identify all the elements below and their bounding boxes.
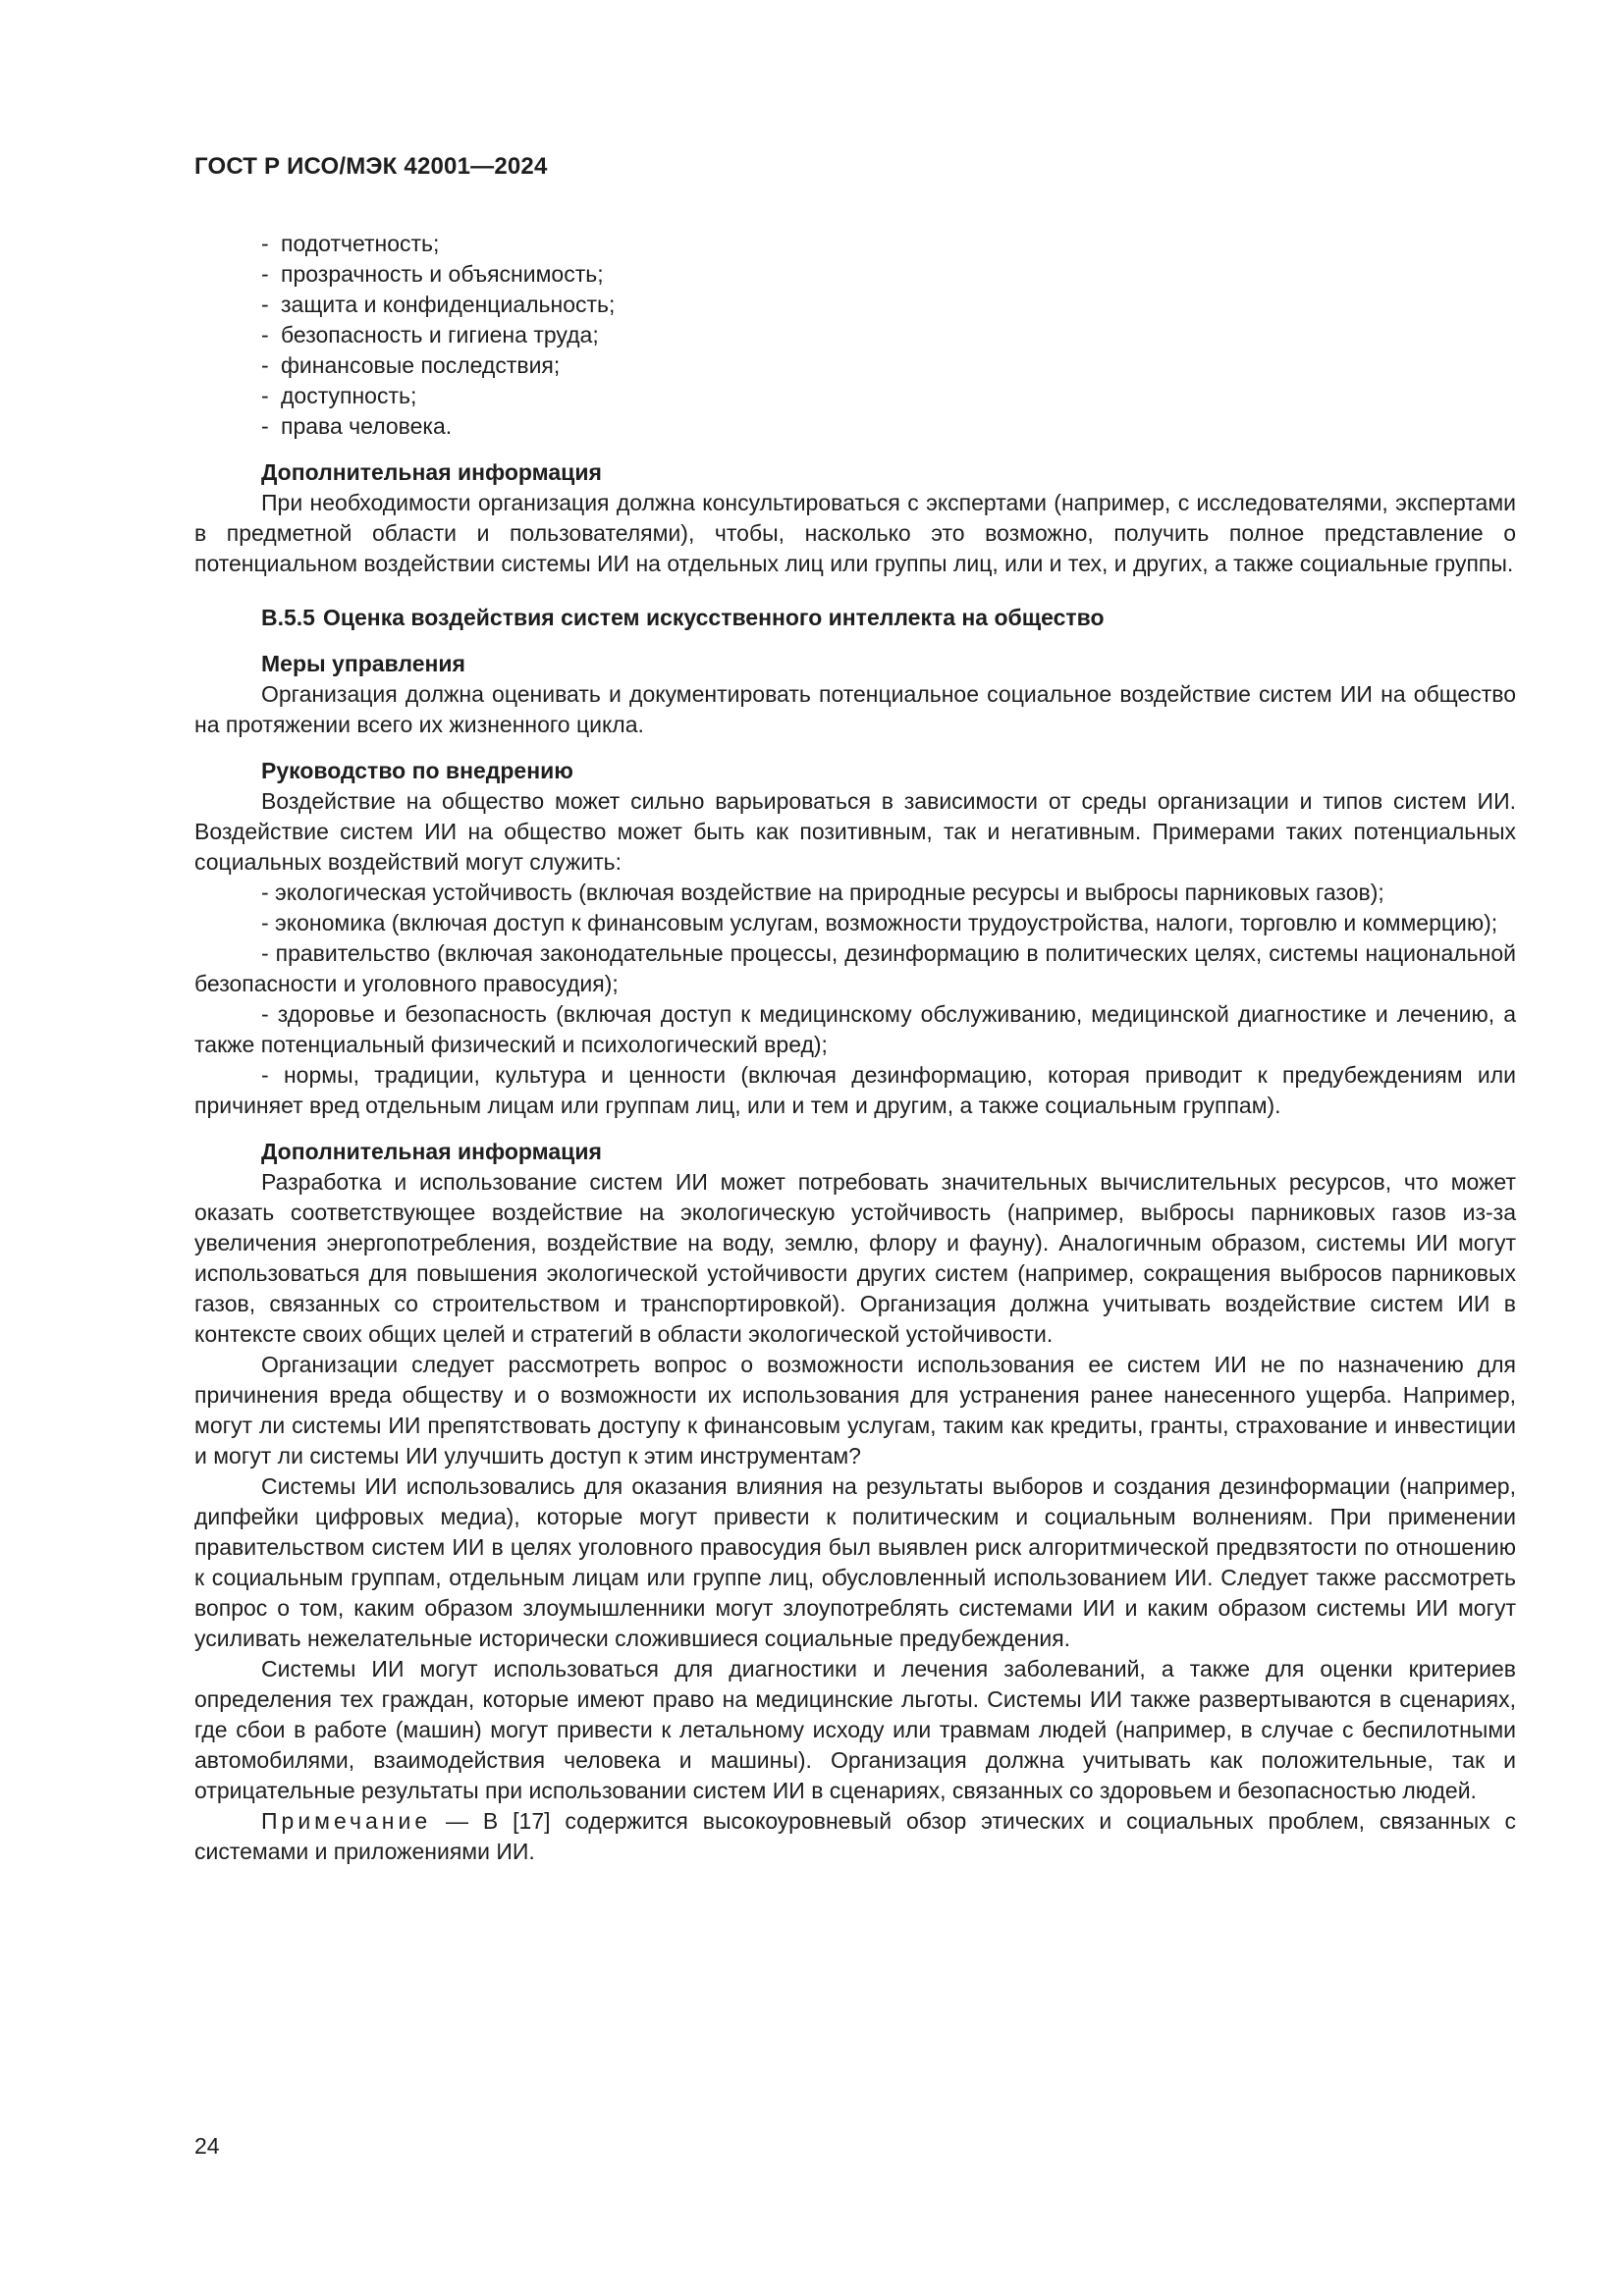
list-item: - прозрачность и объяснимость; xyxy=(261,261,604,287)
page-number: 24 xyxy=(194,2133,220,2159)
list-item: - подотчетность; xyxy=(261,231,440,256)
aspects-list xyxy=(194,229,1516,442)
guidance-item: - экологическая устойчивость (включая воздействие на природные ресурсы и выбросы парниковых газов); xyxy=(261,880,1384,905)
section-heading xyxy=(194,603,1516,633)
list-item: - безопасность и гигиена труда; xyxy=(261,322,599,347)
guidance-item: - экономика (включая доступ к финансовым услугам, возможности трудоустройства, налоги, торговлю и коммерцию); xyxy=(261,910,1498,935)
section-title: Оценка воздействия систем искусственного интеллекта на общество xyxy=(322,605,1105,630)
paragraph: Организации следует рассмотреть вопрос о возможности использования ее систем ИИ не по назначению для причинения вреда обществу и о возможности их использования для устранения ранее нанесенного ущерба. Например, могут ли системы ИИ препятствовать доступу к финансовым услугам, таким как кредиты, гранты, страхование и инвестиции и могут ли системы ИИ улучшить доступ к этим инструментам? xyxy=(194,1352,1516,1468)
paragraph: Разработка и использование систем ИИ может потребовать значительных вычислительных ресурсов, что может оказать соответствующее воздействие на экологическую устойчивость (например, выбросы парниковых газов из-за увеличения энергопотребления, воздействие на воду, землю, флору и фауну). Аналогичным образом, системы ИИ могут использоваться для повышения экологической устойчивости других систем (например, сокращения выбросов парниковых газов, связанных со строительством и транспортировкой). Организация должна учитывать воздействие систем ИИ в контексте своих общих целей и стратегий в области экологической устойчивости. xyxy=(194,1169,1516,1347)
list-item: - защита и конфиденциальность; xyxy=(261,292,616,317)
list-item: - права человека. xyxy=(261,413,453,439)
guidance-item: - нормы, традиции, культура и ценности (включая дезинформацию, которая приводит к предубеждениям или причиняет вред отдельным лицам или группам лиц, или и тем и другим, а также социальным группам). xyxy=(194,1062,1516,1118)
additional-info-heading-2: Дополнительная информация xyxy=(261,1139,602,1164)
guidance-text: Воздействие на общество может сильно варьироваться в зависимости от среды организации и типов систем ИИ. Воздействие систем ИИ на общество может быть как позитивным, так и негативным. Примерами таких потенциальных социальных воздействий могут служить: xyxy=(194,788,1516,875)
note-label: Примечание xyxy=(261,1808,432,1834)
document-header: ГОСТ Р ИСО/МЭК 42001—2024 xyxy=(194,153,548,180)
note xyxy=(194,1806,1516,1867)
controls-text: Организация должна оценивать и документировать потенциальное социальное воздействие систем ИИ на общество на протяжении всего их жизненного цикла. xyxy=(194,681,1516,737)
paragraph: Системы ИИ могут использоваться для диагностики и лечения заболеваний, а также для оценки критериев определения тех граждан, которые имеют право на медицинские льготы. Системы ИИ также развертываются в сценариях, где сбои в работе (машин) могут привести к летальному исходу или травмам людей (например, в случае с беспилотными автомобилями, взаимодействия человека и машины). Организация должна учитывать как положительные, так и отрицательные результаты при использовании систем ИИ в сценариях, связанных со здоровьем и безопасностью людей. xyxy=(194,1656,1516,1803)
additional-info-heading: Дополнительная информация xyxy=(261,459,602,485)
guidance-item: - правительство (включая законодательные процессы, дезинформацию в политических целях, системы национальной безопасности и уголовного правосудия); xyxy=(194,940,1516,996)
note-text: — В [17] содержится высокоуровневый обзор этических и социальных проблем, связанных с системами и приложениями ИИ. xyxy=(194,1808,1516,1864)
page-content xyxy=(194,229,1516,1867)
list-item: - финансовые последствия; xyxy=(261,352,561,378)
list-item: - доступность; xyxy=(261,383,417,408)
section-number: B.5.5 xyxy=(261,605,315,630)
controls-heading: Меры управления xyxy=(261,651,465,676)
additional-info-text: При необходимости организация должна консультироваться с экспертами (например, с исследователями, экспертами в предметной области и пользователями), чтобы, насколько это возможно, получить полное представление о потенциальном воздействии системы ИИ на отдельных лиц или группы лиц, или и тех, и других, а также социальные группы. xyxy=(194,490,1516,576)
guidance-item: - здоровье и безопасность (включая доступ к медицинскому обслуживанию, медицинской диагностике и лечению, а также потенциальный физический и психологический вред); xyxy=(194,1001,1516,1057)
guidance-heading: Руководство по внедрению xyxy=(261,758,573,783)
paragraph: Системы ИИ использовались для оказания влияния на результаты выборов и создания дезинформации (например, дипфейки цифровых медиа), которые могут привести к политическим и социальным волнениям. При применении правительством систем ИИ в целях уголовного правосудия был выявлен риск алгоритмической предвзятости по отношению к социальным группам, отдельным лицам или группе лиц, обусловленный использованием ИИ. Следует также рассмотреть вопрос о том, каким образом злоумышленники могут злоупотреблять системами ИИ и каким образом системы ИИ могут усиливать нежелательные исторически сложившиеся социальные предубеждения. xyxy=(194,1473,1516,1651)
